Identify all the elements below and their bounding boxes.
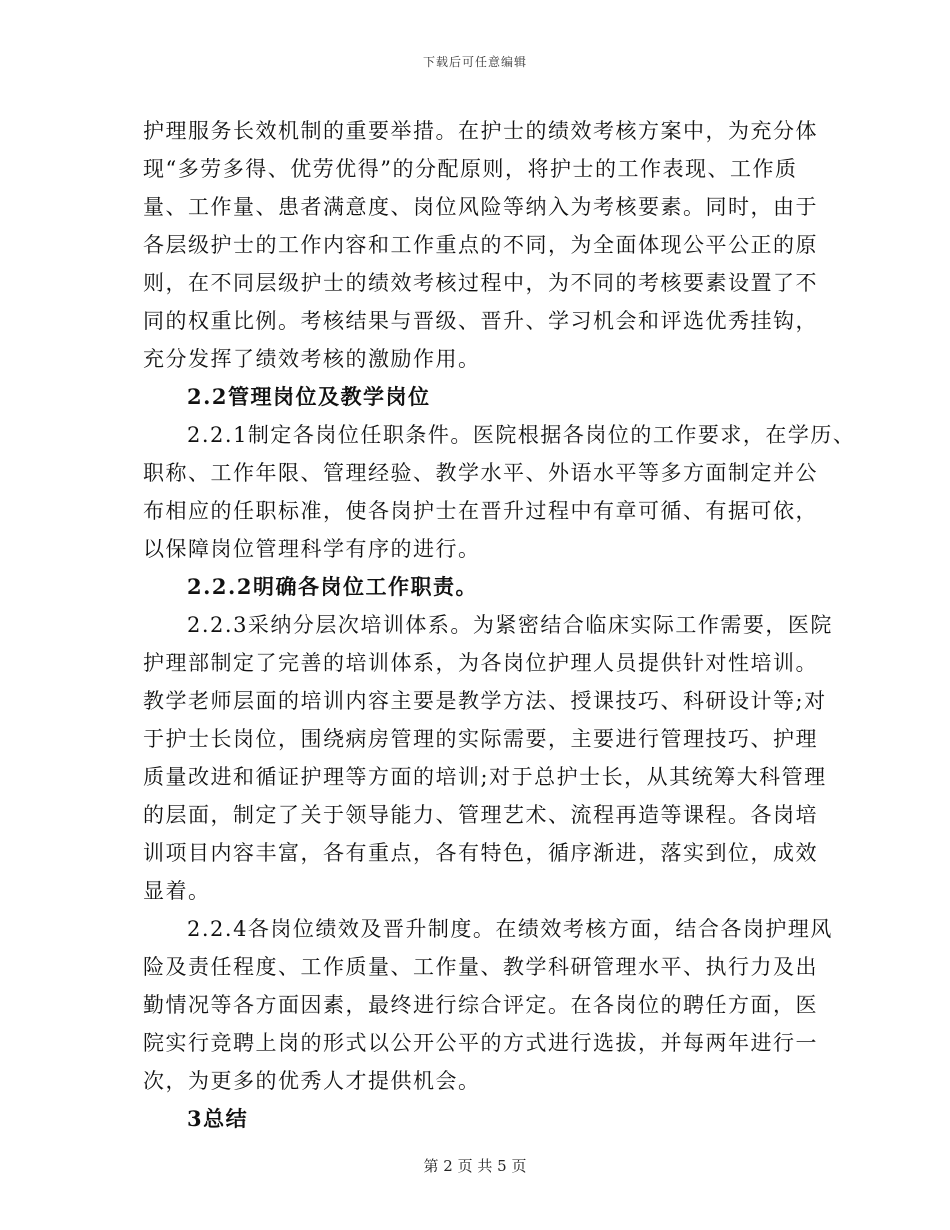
paragraph-line: 充分发挥了绩效考核的激励作用。	[143, 347, 481, 371]
paragraph-line: 险及责任程度、工作质量、工作量、教学科研管理水平、执行力及出	[143, 955, 818, 979]
page-footer: 第 2 页 共 5 页	[423, 1157, 527, 1175]
paragraph-line: 则，在不同层级护士的绩效考核过程中，为不同的考核要素设置了不	[143, 271, 818, 295]
paragraph-line: 护理部制定了完善的培训体系，为各岗位护理人员提供针对性培训。	[143, 651, 818, 675]
paragraph-line: 2.2.1制定各岗位任职条件。医院根据各岗位的工作要求，在学历、	[187, 423, 856, 447]
paragraph-line: 质量改进和循证护理等方面的培训;对于总护士长，从其统筹大科管理	[143, 765, 827, 789]
paragraph-line: 同的权重比例。考核结果与晋级、晋升、学习机会和评选优秀挂钩，	[143, 309, 818, 333]
paragraph-line: 以保障岗位管理科学有序的进行。	[143, 537, 481, 561]
paragraph-line: 次，为更多的优秀人才提供机会。	[143, 1069, 481, 1093]
paragraph-line: 布相应的任职标准，使各岗护士在晋升过程中有章可循、有据可依，	[143, 499, 818, 523]
paragraph-line: 2.2.3采纳分层次培训体系。为紧密结合临床实际工作需要，医院	[187, 613, 833, 637]
page-header: 下载后可任意编辑	[422, 55, 527, 69]
section-heading: 3总结	[187, 1106, 249, 1131]
document-body	[143, 112, 856, 1138]
paragraph-line: 教学老师层面的培训内容主要是教学方法、授课技巧、科研设计等;对	[143, 689, 827, 713]
paragraph-line: 勤情况等各方面因素，最终进行综合评定。在各岗位的聘任方面，医	[143, 993, 818, 1017]
paragraph-line: 护理服务长效机制的重要举措。在护士的绩效考核方案中，为充分体	[143, 119, 818, 143]
paragraph-line: 院实行竞聘上岗的形式以公开公平的方式进行选拔，并每两年进行一	[143, 1031, 818, 1055]
paragraph-line: 显着。	[143, 879, 211, 903]
section-heading: 2.2管理岗位及教学岗位	[187, 384, 431, 409]
paragraph-line: 职称、工作年限、管理经验、教学水平、外语水平等多方面制定并公	[143, 461, 818, 485]
paragraph-line: 各层级护士的工作内容和工作重点的不同，为全面体现公平公正的原	[143, 233, 818, 257]
paragraph-line: 2.2.4各岗位绩效及晋升制度。在绩效考核方面，结合各岗护理风	[187, 917, 833, 941]
paragraph-line: 量、工作量、患者满意度、岗位风险等纳入为考核要素。同时，由于	[143, 195, 818, 219]
paragraph-line: 训项目内容丰富，各有重点，各有特色，循序渐进，落实到位，成效	[143, 841, 818, 865]
paragraph-line: 的层面，制定了关于领导能力、管理艺术、流程再造等课程。各岗培	[143, 803, 818, 827]
section-heading: 2.2.2明确各岗位工作职责。	[187, 574, 478, 599]
paragraph-line: 于护士长岗位，围绕病房管理的实际需要，主要进行管理技巧、护理	[143, 727, 818, 751]
paragraph-line: 现“多劳多得、优劳优得”的分配原则，将护士的工作表现、工作质	[143, 157, 798, 181]
